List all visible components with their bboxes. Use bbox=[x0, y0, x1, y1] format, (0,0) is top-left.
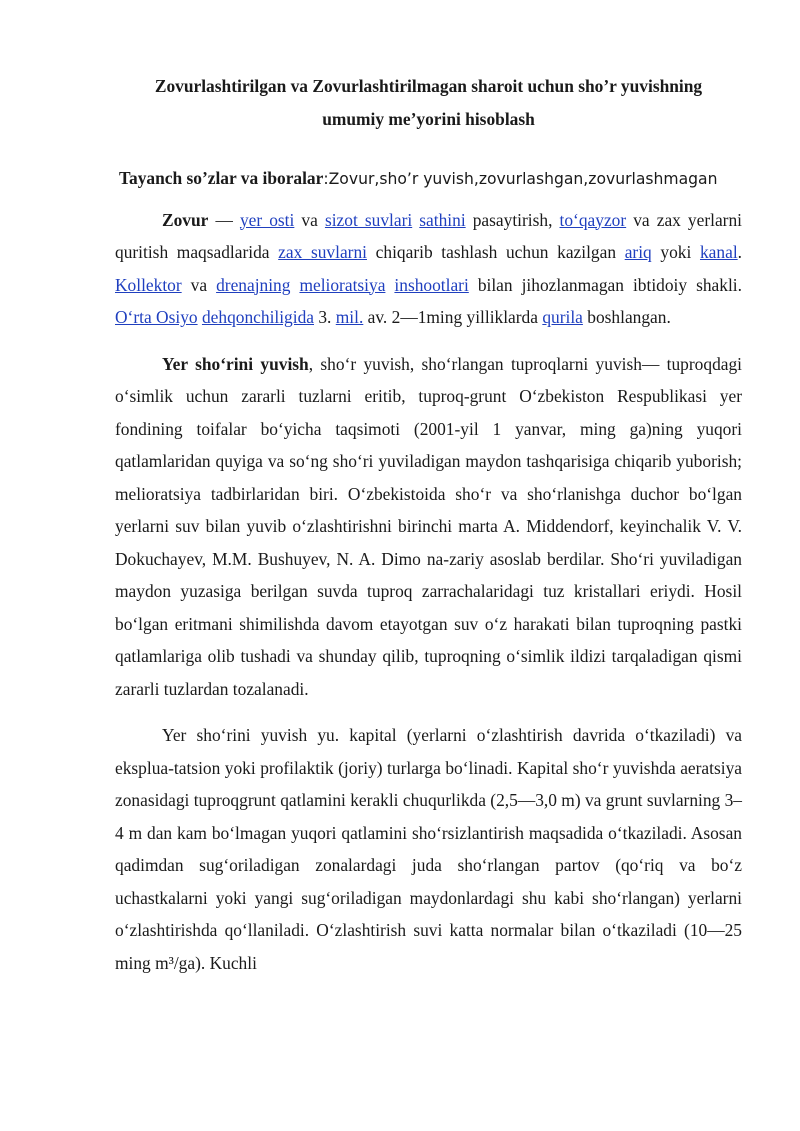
link-sizot-suvlari[interactable]: sizot suvlari bbox=[324, 209, 413, 230]
link-kanal[interactable]: kanal bbox=[699, 242, 738, 262]
text-span: — bbox=[208, 209, 240, 230]
text-span: boshlangan. bbox=[582, 307, 671, 327]
link-kollektor[interactable]: Kollektor bbox=[115, 274, 182, 295]
link-mil[interactable]: mil. bbox=[335, 307, 364, 327]
document-title bbox=[115, 70, 742, 135]
link-qurila[interactable]: qurila bbox=[542, 307, 583, 327]
keywords-text: :Zovur,sho’r yuvish,zovurlashgan,zovurlashmagan bbox=[323, 170, 718, 188]
link-melioratsiya[interactable]: melioratsiya bbox=[299, 274, 386, 295]
link-toqayzor[interactable]: to‘qayzor bbox=[559, 209, 627, 230]
paragraph-kapital-shor-yuvish bbox=[115, 719, 742, 979]
paragraph-text: , sho‘r yuvish, sho‘rlangan tuproqlarni yuvish— tuproqdagi o‘simlik uchun zararli tuzlarni eritib, tuproq-grunt O‘zbekiston Respublikasi yer fondining toifalar bo‘yicha taqsimoti (2001-yil 1 yanvar, ming ga)ning yuqori qatlamlaridan quyiga va so‘ng sho‘ri yuviladigan maydon tashqarisiga chiqarib yuborish; melioratsiya tadbirlaridan biri. O‘zbekistoida sho‘r va sho‘rlanishga duchor bo‘lgan yerlarni suv bilan yuvib o‘zlashtirishni birinchi marta A. Middendorf, keyinchalik V. V. Dokuchayev, M.M. Bushuyev, N. A. Dimo na-zariy asoslab berdilar. Sho‘ri yuviladigan maydon yuzasiga berilgan suvda tuproq zarrachalaridagi tuz kristallari eriydi. Hosil bo‘lgan eritmani shimilishda davom etayotgan suv o‘z harakati bilan tuproqning pastki qatlamlariga olib tushadi va shunday qilib, tuproqning o‘simlik ildizi tarqaladigan qismi zararli tuzlardan tozalanadi. bbox=[115, 353, 743, 699]
link-orta-osiyo[interactable]: O‘rta Osiyo bbox=[115, 307, 198, 327]
link-zax-suvlarni[interactable]: zax suvlarni bbox=[278, 242, 367, 262]
text-span: va bbox=[181, 274, 217, 295]
link-yer-osti[interactable]: yer osti bbox=[239, 209, 295, 230]
keywords-line bbox=[115, 162, 742, 196]
paragraph-text: Yer sho‘rini yuvish yu. kapital (yerlarni o‘zlashtirish davrida o‘tkaziladi) va eksplua-tatsion yoki profilaktik (joriy) turlarga bo‘linadi. Kapital sho‘r yuvishda aeratsiya zonasidagi tuproqgrunt qatlamini kerakli chuqurlikda (2,5—3,0 m) va grunt suvlarning 3–4 m dan kam bo‘lmagan yuqori qatlamini sho‘rsizlantirish maqsadida o‘tkaziladi. Asosan qadimdan sug‘oriladigan zonalardagi juda sho‘rlangan partov (qo‘riq va bo‘z uchastkalarni yoki yangi sug‘oriladigan maydonlardagi shu kabi sho‘rlangan) yerlarni o‘zlashtirishda qo‘llaniladi. O‘zlashtirish suvi katta normalar bilan o‘tkaziladi (10—25 ming m³/ga). Kuchli bbox=[115, 725, 742, 973]
link-sathini[interactable]: sathini bbox=[419, 209, 466, 230]
document-page bbox=[115, 70, 742, 979]
link-inshootlari[interactable]: inshootlari bbox=[394, 274, 469, 295]
text-span: av. 2—1ming yilliklarda bbox=[363, 307, 543, 327]
keywords-label: Tayanch so’zlar va iboralar bbox=[119, 168, 324, 188]
paragraph-yer-shorini-yuvish bbox=[115, 348, 742, 706]
link-dehqonchiligida[interactable]: dehqonchiligida bbox=[201, 307, 314, 327]
title-line-2: umumiy me’yorini hisoblash bbox=[322, 108, 535, 129]
paragraph-zovur bbox=[115, 204, 742, 334]
title-line-1: Zovurlashtirilgan va Zovurlashtirilmagan sharoit uchun sho’r yuvishning bbox=[154, 76, 703, 96]
text-span: va bbox=[294, 209, 325, 230]
text-span: 3. bbox=[314, 307, 336, 327]
text-span: chiqarib tashlash uchun kazilgan bbox=[367, 242, 625, 262]
text-span: yoki bbox=[651, 242, 700, 262]
link-drenajning[interactable]: drenajning bbox=[216, 274, 291, 295]
text-span: bilan jihozlanmagan ibtidoiy shakli. bbox=[468, 274, 742, 295]
link-ariq[interactable]: ariq bbox=[624, 242, 652, 262]
term-yer-shorini-yuvish: Yer sho‘rini yuvish bbox=[162, 353, 309, 374]
term-zovur: Zovur bbox=[162, 209, 209, 230]
text-span: . bbox=[737, 242, 743, 262]
text-span: va zax yerlarni quritish maqsadlarida bbox=[115, 209, 743, 262]
text-span: pasaytirish, bbox=[465, 209, 560, 230]
